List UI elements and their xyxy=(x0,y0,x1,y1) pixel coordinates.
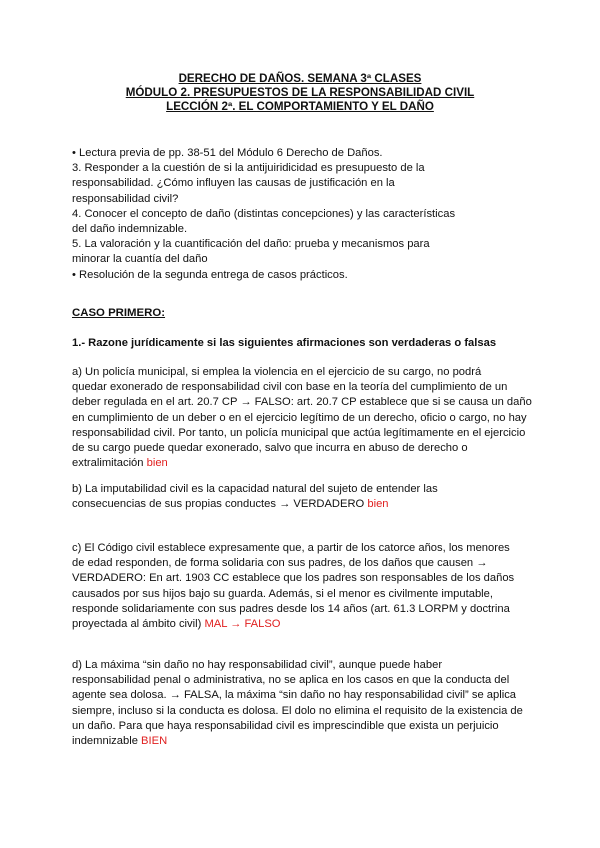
case-heading: CASO PRIMERO: xyxy=(72,307,166,319)
header-module-title: MÓDULO 2. PRESUPUESTOS DE LA RESPONSABILIDAD CIVIL xyxy=(125,86,475,99)
grading-mark: bien xyxy=(146,457,168,470)
paragraph-text: proyectada al ámbito civil) xyxy=(72,618,202,631)
agenda-list xyxy=(72,146,532,283)
agenda-line: minorar la cuantía del daño xyxy=(72,253,208,266)
item-c-paragraph xyxy=(72,541,542,632)
paragraph-line: siempre, incluso si la conducta es dolosa. El dolo no elimina el requisito de la existencia de xyxy=(72,704,523,717)
paragraph-line: responsabilidad penal o administrativa, no se aplica en los casos en que la conducta del xyxy=(72,674,510,687)
agenda-line: responsabilidad. ¿Cómo influyen las causas de justificación en la xyxy=(72,177,395,190)
paragraph-line xyxy=(72,617,542,632)
paragraph-line: a) Un policía municipal, si emplea la violencia en el ejercicio de su cargo, no podrá xyxy=(72,366,482,378)
paragraph-text: consecuencias de sus propias conductes → VERDADERO xyxy=(72,498,365,511)
agenda-line: 3. Responder a la cuestión de si la antijuiridicidad es presupuesto de la xyxy=(72,162,425,175)
paragraph-line xyxy=(72,497,542,512)
paragraph-line: d) La máxima “sin daño no hay responsabilidad civil”, aunque puede haber xyxy=(72,659,443,671)
item-b-paragraph xyxy=(72,482,542,512)
paragraph-line xyxy=(72,456,542,471)
agenda-line: responsabilidad civil? xyxy=(72,192,179,205)
paragraph-line xyxy=(72,734,542,749)
paragraph-line: responsabilidad civil. Por tanto, un policía municipal que actúa legítimamente en el ejercicio xyxy=(72,426,526,439)
grading-mark: BIEN xyxy=(141,735,168,748)
item-a-paragraph xyxy=(72,365,542,471)
agenda-line: • Lectura previa de pp. 38-51 del Módulo 6 Derecho de Daños. xyxy=(72,147,383,159)
paragraph-line: agente sea dolosa. → FALSA, la máxima “sin daño no hay responsabilidad civil” se aplica xyxy=(72,689,517,702)
paragraph-line: causados por sus hijos bajo su guarda. Además, si el menor es civilmente imputable, xyxy=(72,587,493,600)
item-d-paragraph xyxy=(72,658,542,749)
paragraph-text: indemnizable xyxy=(72,735,138,748)
agenda-line: del daño indemnizable. xyxy=(72,223,188,236)
agenda-line: 5. La valoración y la cuantificación del daño: prueba y mecanismos para xyxy=(72,238,430,251)
paragraph-line: en cumplimiento de un deber o en el ejercicio legítimo de un derecho, oficio o cargo, no hay xyxy=(72,411,527,424)
paragraph-line: b) La imputabilidad civil es la capacidad natural del sujeto de entender las xyxy=(72,483,438,495)
paragraph-line: un daño. Para que haya responsabilidad civil es imprescindible que exista un perjuicio xyxy=(72,719,499,732)
grading-mark: MAL → FALSO xyxy=(204,618,281,631)
agenda-line: 4. Conocer el concepto de daño (distintas concepciones) y las características xyxy=(72,207,456,220)
paragraph-line: responde solidariamente con sus padres desde los 14 años (art. 61.3 LORPM y doctrina xyxy=(72,602,510,615)
paragraph-line: quedar exonerado de responsabilidad civil con base en la teoría del cumplimiento de un xyxy=(72,381,508,394)
paragraph-line: de edad responden, de forma solidaria con sus padres, de los daños que causen → xyxy=(72,557,488,570)
header-lesson-title: LECCIÓN 2ª. EL COMPORTAMIENTO Y EL DAÑO xyxy=(166,100,434,113)
header-course-title: DERECHO DE DAÑOS. SEMANA 3ª CLASES xyxy=(178,72,422,85)
grading-mark: bien xyxy=(367,498,389,511)
paragraph-line: VERDADERO: En art. 1903 CC establece que los padres son responsables de los daños xyxy=(72,572,515,585)
paragraph-line: c) El Código civil establece expresamente que, a partir de los catorce años, los menores xyxy=(72,542,510,554)
paragraph-line: de su cargo puede quedar exonerado, salvo que incurra en abuso de derecho o xyxy=(72,442,468,455)
paragraph-text: extralimitación xyxy=(72,457,144,470)
paragraph-line: deber regulada en el art. 20.7 CP → FALSO: art. 20.7 CP establece que si se causa un daño xyxy=(72,396,532,409)
agenda-line: • Resolución de la segunda entrega de casos prácticos. xyxy=(72,268,348,281)
question-heading: 1.- Razone jurídicamente si las siguientes afirmaciones son verdaderas o falsas xyxy=(72,337,497,349)
document-header xyxy=(0,72,600,114)
